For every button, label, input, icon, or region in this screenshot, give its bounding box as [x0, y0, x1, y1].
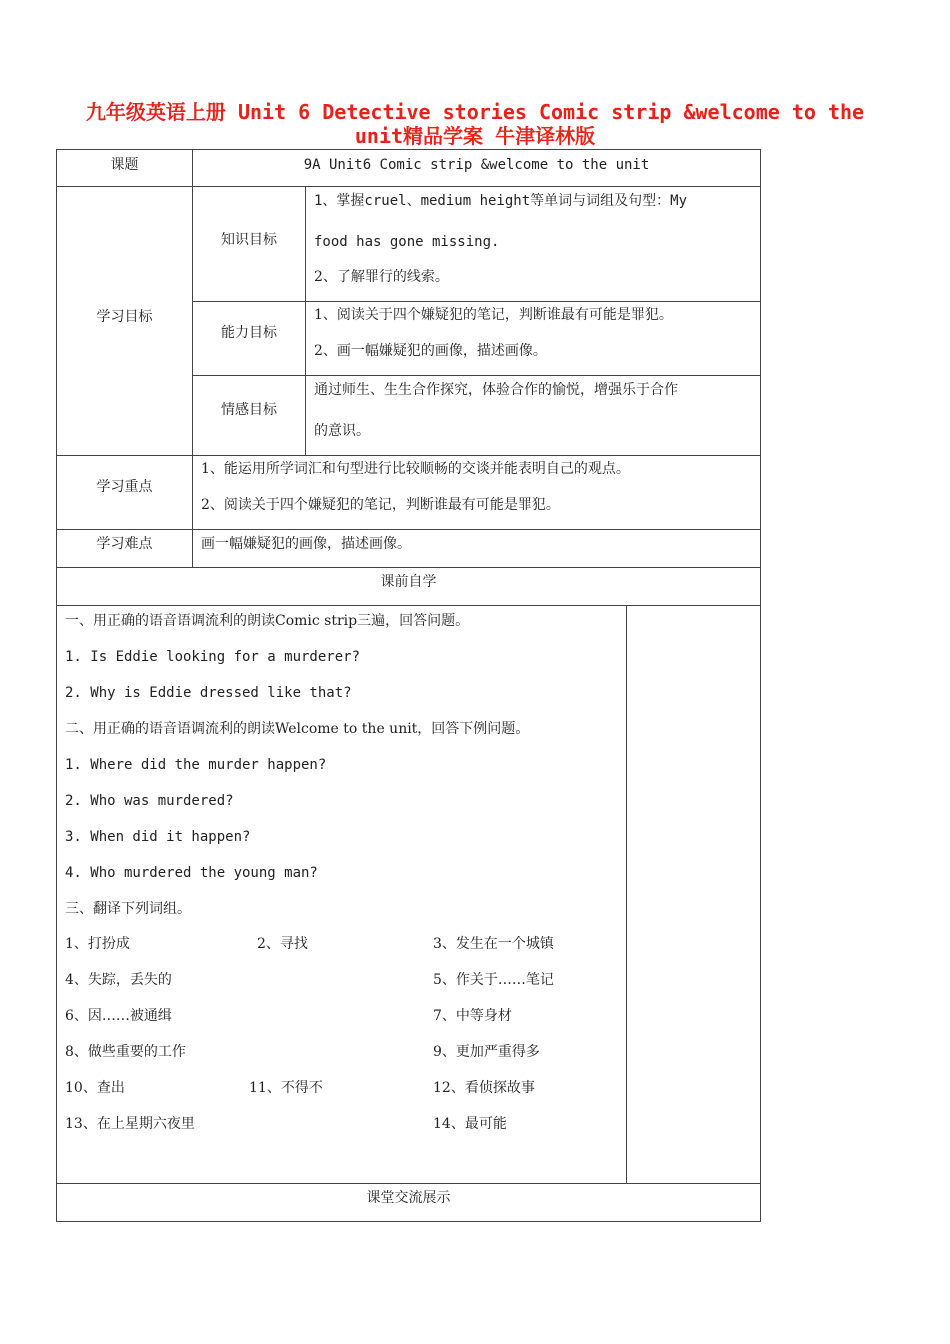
phrase-14: 14、最可能 [433, 1116, 507, 1132]
class-header: 课堂交流展示 [366, 1190, 451, 1206]
knowledge-label: 知识目标 [221, 232, 277, 248]
question-3: 1. Where did the murder happen? [65, 757, 327, 773]
keypoints-label: 学习重点 [96, 479, 153, 495]
phrase-12: 12、看侦探故事 [433, 1080, 535, 1096]
phrase-5: 5、作关于……笔记 [433, 972, 554, 988]
phrase-3: 3、发生在一个城镇 [433, 936, 554, 952]
topic-value: 9A Unit6 Comic strip &welcome to the unit [303, 157, 650, 173]
knowledge-line-1: 1、掌握cruel、medium height等单词与词组及句型：My [314, 193, 688, 209]
phrase-10: 10、查出 [65, 1080, 125, 1096]
question-4: 2. Who was murdered? [65, 793, 234, 809]
phrase-11: 11、不得不 [249, 1080, 323, 1096]
keypoints-line-2: 2、阅读关于四个嫌疑犯的笔记，判断谁最有可能是罪犯。 [201, 497, 560, 513]
phrase-7: 7、中等身材 [433, 1008, 512, 1024]
phrase-9: 9、更加严重得多 [433, 1044, 540, 1060]
difficulty-label: 学习难点 [96, 536, 153, 552]
phrase-4: 4、失踪，丢失的 [65, 972, 172, 988]
question-2: 2. Why is Eddie dressed like that? [65, 685, 352, 701]
objectives-label: 学习目标 [96, 309, 153, 325]
question-5: 3. When did it happen? [65, 829, 251, 845]
knowledge-line-3: 2、了解罪行的线索。 [314, 269, 449, 285]
question-6: 4. Who murdered the young man? [65, 865, 318, 881]
phrase-1: 1、打扮成 [65, 936, 130, 952]
emotion-line-1: 通过师生、生生合作探究，体验合作的愉悦，增强乐于合作 [314, 382, 678, 398]
title-line-1: 九年级英语上册 Unit 6 Detective stories Comic strip &welcome to the [85, 100, 865, 124]
emotion-line-2: 的意识。 [314, 423, 370, 439]
section-1-heading: 一、用正确的语音语调流利的朗读Comic strip三遍，回答问题。 [65, 613, 470, 629]
ability-line-1: 1、阅读关于四个嫌疑犯的笔记，判断谁最有可能是罪犯。 [314, 307, 673, 323]
title-line-2: unit精品学案 牛津译林版 [354, 124, 596, 148]
phrase-2: 2、寻找 [257, 936, 308, 952]
section-3-heading: 三、翻译下列词组。 [65, 901, 191, 917]
knowledge-line-2: food has gone missing. [314, 234, 500, 250]
document-title [60, 100, 890, 148]
keypoints-line-1: 1、能运用所学词汇和句型进行比较顺畅的交谈并能表明自己的观点。 [201, 461, 630, 477]
difficulty-value: 画一幅嫌疑犯的画像，描述画像。 [201, 536, 411, 552]
phrase-6: 6、因……被通缉 [65, 1008, 172, 1024]
preview-header: 课前自学 [380, 574, 437, 590]
topic-label: 课题 [110, 157, 139, 173]
section-2-heading: 二、用正确的语音语调流利的朗读Welcome to the unit，回答下例问题。 [65, 721, 530, 737]
ability-line-2: 2、画一幅嫌疑犯的画像，描述画像。 [314, 343, 547, 359]
phrase-13: 13、在上星期六夜里 [65, 1116, 195, 1132]
emotion-label: 情感目标 [221, 402, 277, 418]
phrase-8: 8、做些重要的工作 [65, 1044, 186, 1060]
ability-label: 能力目标 [221, 325, 277, 341]
question-1: 1. Is Eddie looking for a murderer? [65, 649, 361, 665]
